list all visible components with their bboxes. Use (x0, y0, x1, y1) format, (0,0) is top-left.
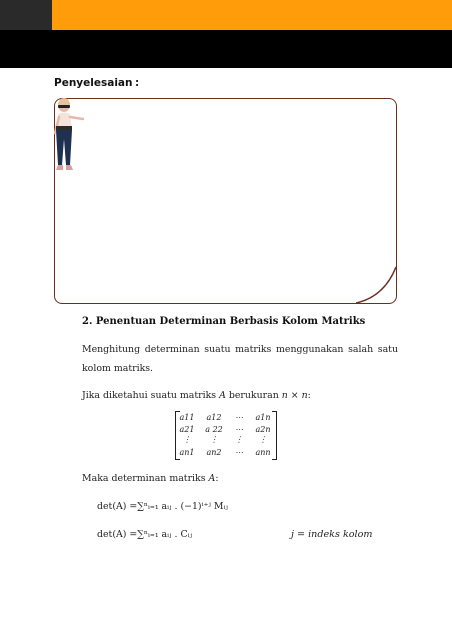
p2-mid: berukuran (225, 390, 282, 401)
p3-matrix-symbol: A (208, 473, 216, 484)
header-black-bar (0, 30, 452, 68)
matrix-cell: ⋯ (235, 448, 243, 457)
matrix-cell: ⋮ (183, 435, 191, 444)
p2-matrix-symbol: A (219, 390, 226, 401)
p3-suffix: : (215, 473, 219, 484)
matrix-cell: ⋮ (235, 435, 243, 444)
p2-size: n × n (281, 390, 308, 401)
column-index-note: j = indeks kolom (291, 529, 373, 540)
penyelesaian-colon: : (135, 77, 140, 89)
p2-suffix: : (307, 390, 311, 401)
matrix-cell: ⋯ (235, 425, 243, 434)
penyelesaian-label: Penyelesaian (54, 77, 133, 89)
woman-presenting-illustration-icon (50, 97, 88, 177)
section-title: 2. Penentuan Determinan Berbasis Kolom Matriks (82, 316, 366, 327)
p2-prefix: Jika diketahui suatu matriks (82, 390, 220, 401)
formula-cofactor-minor: det(A) =∑ⁿᵢ₌₁ aᵢⱼ . (−1)ⁱ⁺ʲ Mᵢⱼ (97, 501, 228, 512)
matrix-display (175, 411, 277, 461)
matrix-cell: a2n (255, 425, 271, 434)
matrix-cell: ⋮ (259, 435, 267, 444)
header-dark-block (0, 0, 52, 30)
paragraph-determinant (82, 469, 398, 488)
paragraph-matrix-size (82, 386, 398, 405)
answer-box[interactable] (54, 98, 397, 304)
matrix-cell: a 22 (205, 425, 223, 434)
p3-prefix: Maka determinan matriks (82, 473, 209, 484)
matrix-cell: ⋮ (210, 435, 218, 444)
matrix-cell: a21 (179, 425, 195, 434)
matrix-cell: an1 (179, 448, 195, 457)
header-orange-bar (52, 0, 452, 30)
formula-cofactor: det(A) =∑ⁿᵢ₌₁ aᵢⱼ . Cᵢⱼ (97, 529, 192, 540)
matrix-cell: a12 (206, 413, 222, 422)
paragraph-intro: Menghitung determinan suatu matriks menggunakan salah satu kolom matriks. (82, 344, 398, 374)
matrix-cell: ⋯ (235, 413, 243, 422)
matrix-cell: a1n (255, 413, 271, 422)
matrix-cell: ann (255, 448, 271, 457)
matrix-cell: a11 (179, 413, 195, 422)
matrix-cell: an2 (206, 448, 222, 457)
box-corner-curl (356, 263, 396, 303)
